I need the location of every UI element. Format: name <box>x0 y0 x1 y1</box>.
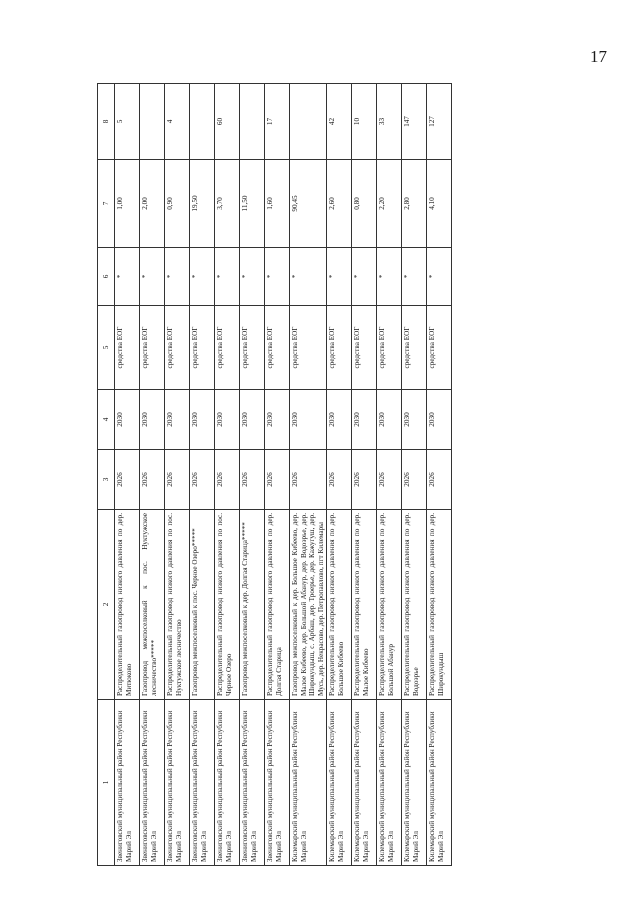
start-year-cell: 2026 <box>190 450 215 510</box>
funding-cell: средства ЕОГ <box>265 306 290 390</box>
count-cell: 33 <box>377 84 402 160</box>
district-cell: Звениговский муниципальный район Республики Марий Эл <box>140 700 165 866</box>
start-year-cell: 2026 <box>427 450 452 510</box>
table-row <box>165 84 190 866</box>
table-row <box>240 84 265 866</box>
column-header: 1 <box>98 700 115 866</box>
start-year-cell: 2026 <box>265 450 290 510</box>
object-cell: Газопровод межпоселковый к пос. Нуктужское лесничество***** <box>140 510 165 700</box>
note-cell: * <box>427 248 452 306</box>
funding-cell: средства ЕОГ <box>427 306 452 390</box>
table-row <box>327 84 352 866</box>
column-header: 6 <box>98 248 115 306</box>
object-cell: Распределительный газопровод низкого давления по пос. Нуктужское лесничество <box>165 510 190 700</box>
table-row <box>352 84 377 866</box>
column-header: 3 <box>98 450 115 510</box>
table-row <box>140 84 165 866</box>
count-cell: 60 <box>215 84 240 160</box>
note-cell: * <box>240 248 265 306</box>
column-header: 4 <box>98 390 115 450</box>
end-year-cell: 2030 <box>352 390 377 450</box>
note-cell: * <box>265 248 290 306</box>
district-cell: Килемарский муниципальный район Республики Марий Эл <box>427 700 452 866</box>
table-row <box>427 84 452 866</box>
district-cell: Килемарский муниципальный район Республики Марий Эл <box>327 700 352 866</box>
start-year-cell: 2026 <box>352 450 377 510</box>
end-year-cell: 2030 <box>290 390 327 450</box>
table-row <box>215 84 240 866</box>
district-cell: Килемарский муниципальный район Республики Марий Эл <box>352 700 377 866</box>
funding-cell: средства ЕОГ <box>352 306 377 390</box>
end-year-cell: 2030 <box>215 390 240 450</box>
length-cell: 2,20 <box>377 160 402 248</box>
count-cell <box>140 84 165 160</box>
funding-cell: средства ЕОГ <box>165 306 190 390</box>
funding-cell: средства ЕОГ <box>140 306 165 390</box>
column-header: 5 <box>98 306 115 390</box>
count-cell <box>240 84 265 160</box>
start-year-cell: 2026 <box>215 450 240 510</box>
funding-cell: средства ЕОГ <box>327 306 352 390</box>
table-row <box>377 84 402 866</box>
count-cell <box>290 84 327 160</box>
count-cell <box>190 84 215 160</box>
object-cell: Распределительный газопровод низкого давления по дер. Большое Кибеево <box>327 510 352 700</box>
object-cell: Распределительный газопровод низкого давления по дер. Долгая Старица <box>265 510 290 700</box>
start-year-cell: 2026 <box>240 450 265 510</box>
count-cell: 42 <box>327 84 352 160</box>
district-cell: Килемарский муниципальный район Республики Марий Эл <box>290 700 327 866</box>
length-cell: 19,50 <box>190 160 215 248</box>
note-cell: * <box>140 248 165 306</box>
length-cell: 3,70 <box>215 160 240 248</box>
note-cell: * <box>327 248 352 306</box>
length-cell: 2,00 <box>140 160 165 248</box>
end-year-cell: 2030 <box>427 390 452 450</box>
object-cell: Распределительный газопровод низкого давления по дер. Малое Кибеево <box>352 510 377 700</box>
object-cell: Распределительный газопровод низкого давления по дер. Большой Абанур <box>377 510 402 700</box>
start-year-cell: 2026 <box>115 450 140 510</box>
start-year-cell: 2026 <box>377 450 402 510</box>
funding-cell: средства ЕОГ <box>115 306 140 390</box>
length-cell: 2,80 <box>402 160 427 248</box>
column-header: 8 <box>98 84 115 160</box>
note-cell: * <box>402 248 427 306</box>
note-cell: * <box>290 248 327 306</box>
table-row <box>290 84 327 866</box>
table-row <box>265 84 290 866</box>
length-cell: 90,45 <box>290 160 327 248</box>
count-cell: 147 <box>402 84 427 160</box>
object-cell: Газопровод межпоселковый к пос. Черное Озеро***** <box>190 510 215 700</box>
funding-cell: средства ЕОГ <box>290 306 327 390</box>
end-year-cell: 2030 <box>190 390 215 450</box>
end-year-cell: 2030 <box>327 390 352 450</box>
funding-cell: средства ЕОГ <box>377 306 402 390</box>
object-cell: Распределительный газопровод низкого давления по дер. Водоэрье <box>402 510 427 700</box>
district-cell: Звениговский муниципальный район Республики Марий Эл <box>115 700 140 866</box>
length-cell: 0,90 <box>165 160 190 248</box>
object-cell: Газопровод межпоселковый к дер. Долгая Старица***** <box>240 510 265 700</box>
object-cell: Распределительный газопровод низкого давления по дер. Широкундыш <box>427 510 452 700</box>
end-year-cell: 2030 <box>165 390 190 450</box>
count-cell: 127 <box>427 84 452 160</box>
start-year-cell: 2026 <box>327 450 352 510</box>
note-cell: * <box>165 248 190 306</box>
start-year-cell: 2026 <box>290 450 327 510</box>
page-number: 17 <box>590 47 607 66</box>
district-cell: Звениговский муниципальный район Республики Марий Эл <box>265 700 290 866</box>
district-cell: Звениговский муниципальный район Республики Марий Эл <box>190 700 215 866</box>
count-cell: 17 <box>265 84 290 160</box>
start-year-cell: 2026 <box>140 450 165 510</box>
district-cell: Звениговский муниципальный район Республики Марий Эл <box>215 700 240 866</box>
funding-cell: средства ЕОГ <box>402 306 427 390</box>
length-cell: 11,50 <box>240 160 265 248</box>
note-cell: * <box>352 248 377 306</box>
table-row <box>402 84 427 866</box>
end-year-cell: 2030 <box>377 390 402 450</box>
end-year-cell: 2030 <box>140 390 165 450</box>
district-cell: Килемарский муниципальный район Республики Марий Эл <box>402 700 427 866</box>
end-year-cell: 2030 <box>115 390 140 450</box>
count-cell: 4 <box>165 84 190 160</box>
funding-cell: средства ЕОГ <box>215 306 240 390</box>
rotated-table-container <box>97 84 587 866</box>
note-cell: * <box>115 248 140 306</box>
district-cell: Звениговский муниципальный район Республики Марий Эл <box>240 700 265 866</box>
object-cell: Распределительный газопровод низкого давления по дер. Митюково <box>115 510 140 700</box>
note-cell: * <box>215 248 240 306</box>
note-cell: * <box>190 248 215 306</box>
table-row <box>190 84 215 866</box>
count-cell: 10 <box>352 84 377 160</box>
note-cell: * <box>377 248 402 306</box>
table-row <box>115 84 140 866</box>
district-cell: Звениговский муниципальный район Республики Марий Эл <box>165 700 190 866</box>
district-cell: Килемарский муниципальный район Республики Марий Эл <box>377 700 402 866</box>
column-header: 2 <box>98 510 115 700</box>
length-cell: 2,60 <box>327 160 352 248</box>
start-year-cell: 2026 <box>165 450 190 510</box>
funding-cell: средства ЕОГ <box>190 306 215 390</box>
gas-pipeline-table <box>97 83 452 866</box>
length-cell: 1,00 <box>115 160 140 248</box>
end-year-cell: 2030 <box>402 390 427 450</box>
object-cell: Газопровод межпоселковый к дер. Большое Кибеево, дер. Малое Кибеево, дер. Большой Абанур, дер. Водоэрье, дер. Широкундыш, с. Арбаш, дер. Троерье, дер. Кажугуш, дер. Мусь, дер. Некрасово, дер. Петропавлово, пгт Килемары <box>290 510 327 700</box>
table-header-row <box>98 84 115 866</box>
end-year-cell: 2030 <box>265 390 290 450</box>
column-header: 7 <box>98 160 115 248</box>
length-cell: 1,60 <box>265 160 290 248</box>
count-cell: 5 <box>115 84 140 160</box>
table-body <box>115 84 452 866</box>
start-year-cell: 2026 <box>402 450 427 510</box>
object-cell: Распределительный газопровод низкого давления по пос. Черное Озеро <box>215 510 240 700</box>
end-year-cell: 2030 <box>240 390 265 450</box>
funding-cell: средства ЕОГ <box>240 306 265 390</box>
length-cell: 0,80 <box>352 160 377 248</box>
length-cell: 4,10 <box>427 160 452 248</box>
